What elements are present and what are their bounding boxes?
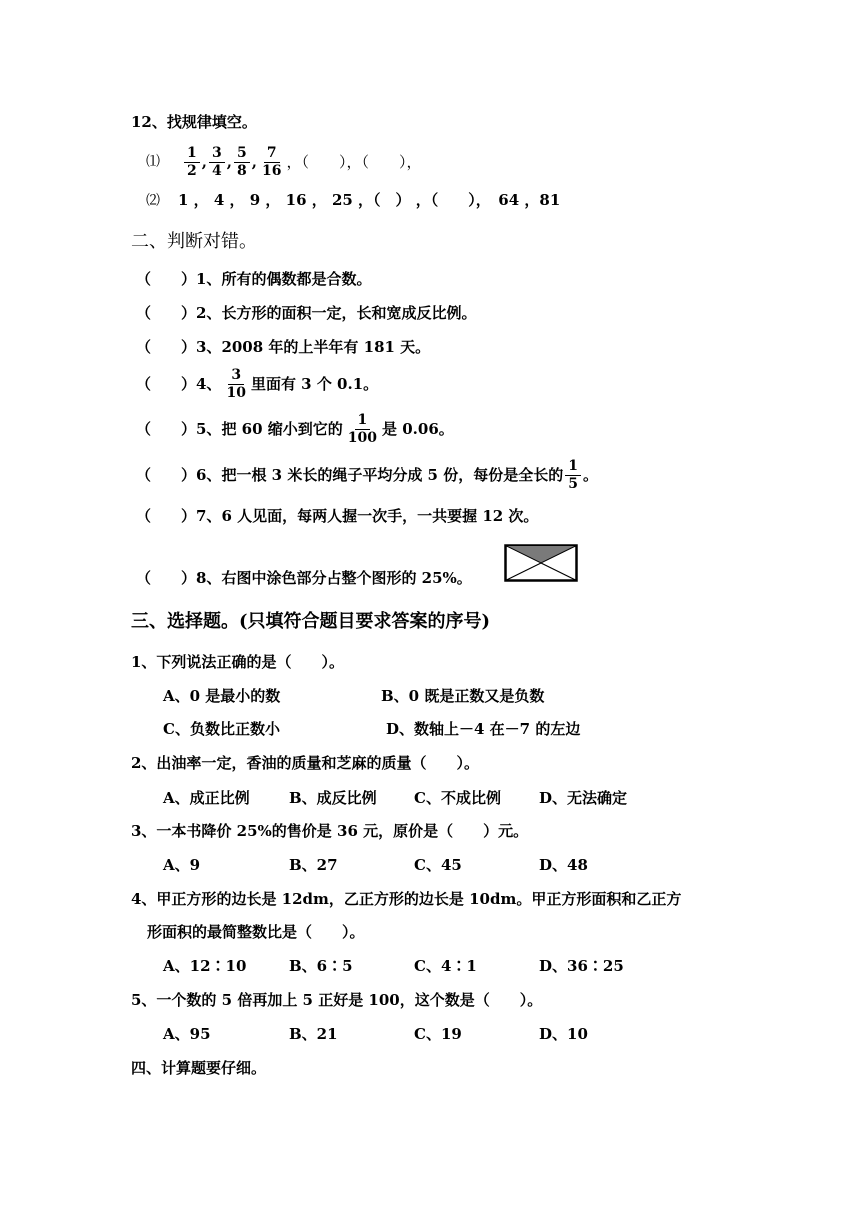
section4-title: 四、计算题要仔细。 [131,1059,267,1077]
choice-2-option-d: D、无法确定 [539,789,628,807]
choice-5-option-d: D、10 [539,1025,588,1043]
choice-2-option-c: C、不成比例 [414,789,501,807]
judge-item-4-fraction: $\frac{3}{10}$ [226,366,246,401]
choice-question-2: 2、出油率一定，香油的质量和芝麻的质量（ ）。 [131,754,479,772]
judge-item-3: （ ）3、2008 年的上半年有 181 天。 [136,338,431,356]
choice-1-option-a: A、0 是最小的数 [163,687,281,705]
choice-5-option-b: B、21 [289,1025,338,1043]
choice-5-option-a: A、95 [163,1025,211,1043]
choice-question-4: 4、甲正方形的边长是 12dm，乙正方形的边长是 10dm。甲正方形面积和乙正方 [131,890,682,908]
choice-question-1: 1、下列说法正确的是（ ）。 [131,653,344,671]
choice-4-option-b: B、6∶5 [289,957,353,975]
choice-4-option-d: D、36∶25 [539,957,624,975]
choice-3-option-b: B、27 [289,856,338,874]
choice-3-option-c: C、45 [414,856,462,874]
judge-item-2: （ ）2、长方形的面积一定，长和宽成反比例。 [136,304,477,322]
q12-fraction-3: $\frac{5}{8}$ [234,145,250,180]
q12-part2 [146,190,560,211]
judge-item-7: （ ）7、6 人见面，每两人握一次手，一共要握 12 次。 [136,507,539,525]
q12-fraction-1: $\frac{1}{2}$ [184,145,200,180]
choice-2-option-b: B、成反比例 [289,789,377,807]
shaded-rectangle-figure [504,544,578,582]
choice-1-option-d: D、数轴上－4 在－7 的左边 [386,720,581,738]
q12-part1-tail: ，（ ），（ ）， [286,153,422,171]
judge-item-5: （ ）5、把 60 缩小到它的 $\frac{1}{100}$ 是 0.06。 [136,411,454,446]
judge-item-6-fraction: $\frac{1}{5}$ [565,458,581,493]
q12-fraction-2: $\frac{3}{4}$ [209,145,225,180]
q12-part2-text: 1 ， 4 ， 9 ， 16 ， 25 ，（ ） ，（ ）， 64 ，81 [178,191,561,209]
judge-item-6: （ ）6、把一根 3 米长的绳子平均分成 5 份，每份是全长的 $\frac{1}{5}$ 。 [136,457,598,492]
choice-1-option-c: C、负数比正数小 [163,720,280,738]
choice-question-5: 5、一个数的 5 倍再加上 5 正好是 100，这个数是（ ）。 [131,991,543,1009]
choice-3-option-a: A、9 [163,856,201,874]
choice-question-3: 3、一本书降价 25%的售价是 36 元，原价是（ ）元。 [131,822,529,840]
choice-4-option-c: C、4∶1 [414,957,477,975]
q12-part1: ⑴ $\frac{1}{2}$ , $\frac{3}{4}$ , $\frac{5}{8}$ , $\frac{7}{16}$ ，（ ），（ ）， [146,144,422,179]
judge-item-5-fraction: $\frac{1}{100}$ [347,411,377,446]
judge-item-1: （ ）1、所有的偶数都是合数。 [136,270,372,288]
choice-3-option-d: D、48 [539,856,588,874]
choice-5-option-c: C、19 [414,1025,462,1043]
choice-4-option-a: A、12∶10 [163,957,247,975]
q12-part1-label: ⑴ [146,154,160,170]
choice-2-option-a: A、成正比例 [163,789,250,807]
q12-fraction-4: $\frac{7}{16}$ [261,144,282,179]
judge-item-8: （ ）8、右图中涂色部分占整个图形的 25%。 [136,569,472,587]
choice-question-4-line2: 形面积的最简整数比是（ ）。 [147,923,365,941]
section2-title: 二、判断对错。 [131,231,257,252]
q12-part2-label: ⑵ [146,193,160,209]
section3-title: 三、选择题。(只填符合题目要求答案的序号) [131,611,491,632]
judge-item-4: （ ）4、 $\frac{3}{10}$ 里面有 3 个 0.1。 [136,366,379,401]
choice-1-option-b: B、0 既是正数又是负数 [381,687,545,705]
q12-title: 12、找规律填空。 [131,113,257,131]
